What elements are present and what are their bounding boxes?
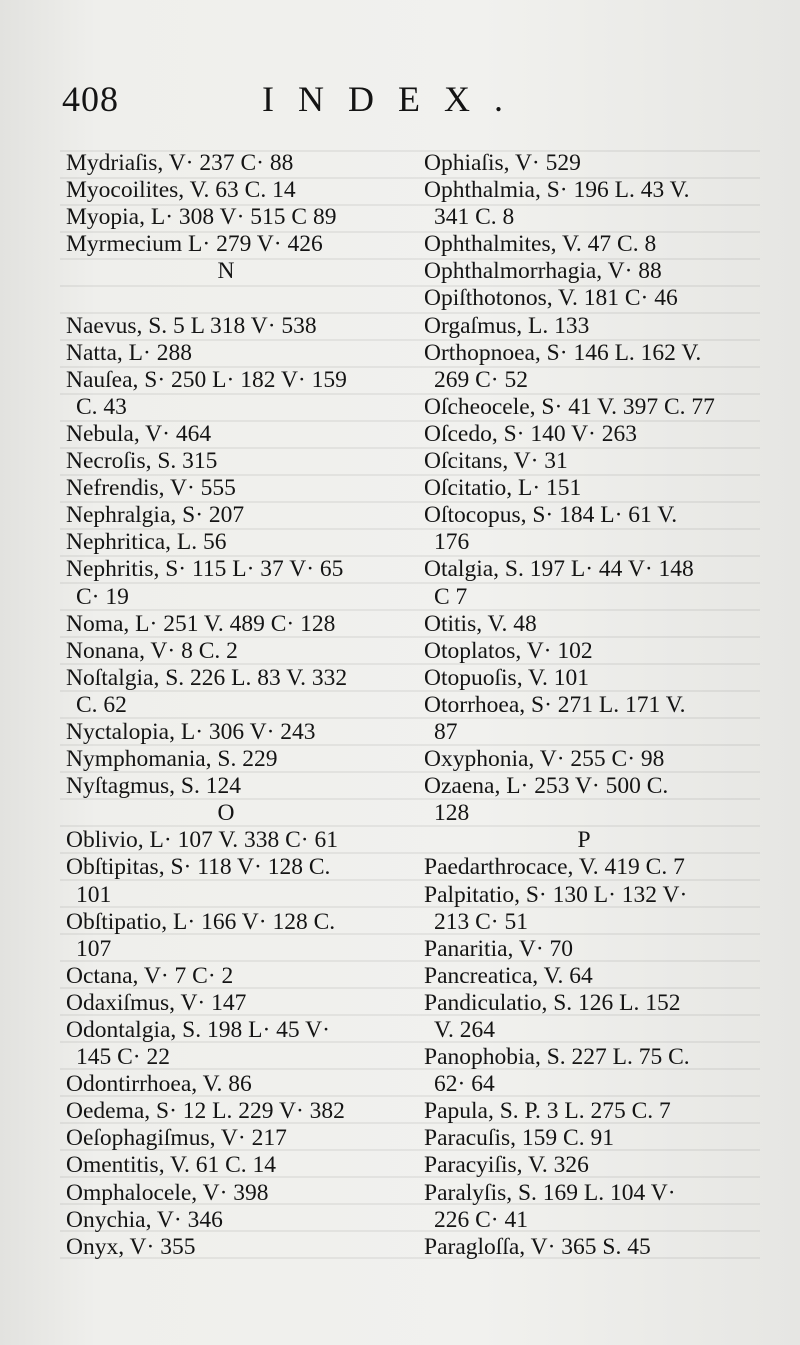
index-entry-continuation: 341 C. 8	[434, 204, 515, 231]
index-entry-continuation: C· 19	[76, 583, 129, 610]
index-entry: Otorrhoea, S· 271 L. 171 V.	[424, 691, 686, 718]
index-entry: Onyx, V· 355	[66, 1233, 196, 1260]
index-entry: Paedarthrocace, V. 419 C. 7	[424, 854, 685, 881]
index-entry: Nyſtagmus, S. 124	[66, 773, 241, 800]
index-entry: Odontirrhoea, V. 86	[66, 1071, 252, 1098]
index-entry: Otitis, V. 48	[424, 610, 537, 637]
index-entry-continuation: C. 43	[76, 393, 127, 420]
index-column-right	[424, 150, 764, 1261]
index-entry: Odaxiſmus, V· 147	[66, 989, 247, 1016]
index-entry: Papula, S. P. 3 L. 275 C. 7	[424, 1098, 671, 1125]
index-entry: Oſcheocele, S· 41 V. 397 C. 77	[424, 393, 715, 420]
index-entry: Otalgia, S. 197 L· 44 V· 148	[424, 556, 694, 583]
index-entry: Nephralgia, S· 207	[66, 502, 245, 529]
index-entry-continuation: 101	[76, 881, 112, 908]
index-entry: Nefrendis, V· 555	[66, 475, 236, 502]
index-entry: Oeſophagiſmus, V· 217	[66, 1125, 287, 1152]
index-entry: Oſcedo, S· 140 V· 263	[424, 420, 638, 447]
index-entry: Paragloſſa, V· 365 S. 45	[424, 1233, 651, 1260]
index-entry: Orthopnoea, S· 146 L. 162 V.	[424, 339, 702, 366]
index-entry: Panophobia, S. 227 L. 75 C.	[424, 1044, 690, 1071]
index-entry-continuation: 145 C· 22	[76, 1044, 170, 1071]
index-entry: Oedema, S· 12 L. 229 V· 382	[66, 1098, 345, 1125]
index-entry: Pandiculatio, S. 126 L. 152	[424, 989, 681, 1016]
index-entry: Ophthalmia, S· 196 L. 43 V.	[424, 177, 690, 204]
index-entry: Nephritica, L. 56	[66, 529, 227, 556]
index-entry: Otopuoſis, V. 101	[424, 664, 589, 691]
index-entry: Nauſea, S· 250 L· 182 V· 159	[66, 366, 347, 393]
index-entry-continuation: 128	[434, 800, 470, 827]
index-entry-continuation: 107	[76, 935, 112, 962]
index-entry: Oblivio, L· 107 V. 338 C· 61	[66, 827, 339, 854]
index-entry: Oſcitans, V· 31	[424, 448, 568, 475]
index-entry: Paralyſis, S. 169 L. 104 V·	[424, 1179, 676, 1206]
index-entry: Mydriaſis, V· 237 C· 88	[66, 150, 294, 176]
index-entry-continuation: C. 62	[76, 691, 127, 718]
index-entry: Myopia, L· 308 V· 515 C 89	[66, 204, 337, 231]
index-entry: Pancreatica, V. 64	[424, 962, 593, 989]
index-entry: Nymphomania, S. 229	[66, 746, 278, 773]
index-entry-continuation: 213 C· 51	[434, 908, 528, 935]
index-entry: Ophiaſis, V· 529	[424, 150, 581, 176]
index-entry: Obſtipatio, L· 166 V· 128 C.	[66, 908, 336, 935]
index-entry: Odontalgia, S. 198 L· 45 V·	[66, 1017, 330, 1043]
index-entry: Omentitis, V. 61 C. 14	[66, 1152, 277, 1179]
index-entry: Nyctalopia, L· 306 V· 243	[66, 718, 316, 745]
index-entry: Obſtipitas, S· 118 V· 128 C.	[66, 854, 331, 881]
index-entry: Orgaſmus, L. 133	[424, 312, 590, 339]
spacer	[66, 285, 406, 312]
index-entry: Palpitatio, S· 130 L· 132 V·	[424, 881, 688, 908]
index-entry-continuation: 269 C· 52	[434, 366, 528, 393]
index-entry: Oſtocopus, S· 184 L· 61 V.	[424, 502, 678, 529]
index-entry: Onychia, V· 346	[66, 1206, 223, 1233]
index-entry-continuation: 226 C· 41	[434, 1206, 528, 1233]
index-entry: Otoplatos, V· 102	[424, 637, 593, 664]
index-column-left	[66, 150, 406, 1261]
index-entry: Ophthalmites, V. 47 C. 8	[424, 231, 657, 258]
page-number: 408	[62, 79, 119, 119]
index-entry: Panaritia, V· 70	[424, 935, 574, 962]
index-entry-continuation: V. 264	[434, 1017, 495, 1043]
index-entry: Ophthalmorrhagia, V· 88	[424, 258, 662, 285]
index-entry: Necroſis, S. 315	[66, 448, 218, 475]
index-entry: Naevus, S. 5 L 318 V· 538	[66, 312, 317, 339]
index-entry-continuation: 176	[434, 529, 470, 556]
index-entry: Opiſthotonos, V. 181 C· 46	[424, 285, 678, 312]
index-entry: Octana, V· 7 C· 2	[66, 962, 234, 989]
index-entry: Paracuſis, 159 C. 91	[424, 1125, 614, 1152]
index-entry: Myrmecium L· 279 V· 426	[66, 231, 323, 258]
index-entry: Myocoilites, V. 63 C. 14	[66, 177, 296, 204]
index-entry: Omphalocele, V· 398	[66, 1179, 269, 1206]
index-entry: Oxyphonia, V· 255 C· 98	[424, 746, 665, 773]
index-entry-continuation: 87	[434, 718, 458, 745]
index-entry: Nebula, V· 464	[66, 420, 212, 447]
section-letter: O	[217, 800, 235, 827]
index-entry: Ozaena, L· 253 V· 500 C.	[424, 773, 669, 800]
section-letter: N	[217, 258, 235, 285]
page-header	[62, 78, 740, 128]
section-letter: P	[577, 827, 591, 854]
index-entry: Nonana, V· 8 C. 2	[66, 637, 238, 664]
index-entry: Nephritis, S· 115 L· 37 V· 65	[66, 556, 344, 583]
index-entry-continuation: C 7	[434, 583, 468, 610]
index-entry: Noma, L· 251 V. 489 C· 128	[66, 610, 336, 637]
index-entry: Natta, L· 288	[66, 339, 192, 366]
index-entry: Oſcitatio, L· 151	[424, 475, 582, 502]
index-entry-continuation: 62· 64	[434, 1071, 495, 1098]
running-title: INDEX.	[262, 79, 527, 119]
index-entry: Paracyiſis, V. 326	[424, 1152, 589, 1179]
index-entry: Noſtalgia, S. 226 L. 83 V. 332	[66, 664, 348, 691]
